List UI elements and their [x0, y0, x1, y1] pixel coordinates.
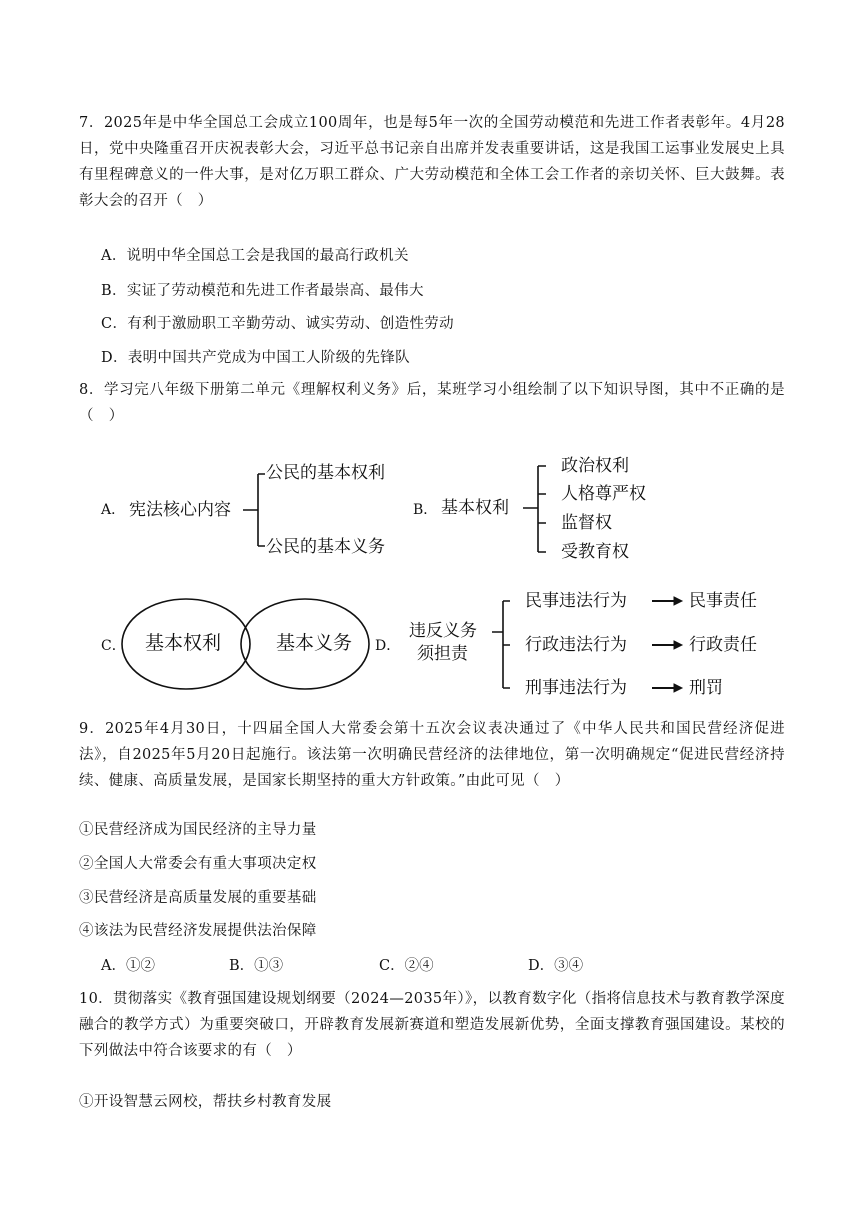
question-9-statement-1: ①民营经济成为国民经济的主导力量: [79, 822, 317, 838]
question-9-statement-2: ②全国人大常委会有重大事项决定权: [79, 856, 317, 872]
diagram-b-child-1: 政治权利: [561, 456, 629, 476]
diagram-b-child-4: 受教育权: [561, 542, 629, 562]
diagram-b-child-2: 人格尊严权: [561, 484, 646, 504]
diagram-d-act-2: 行政违法行为: [525, 635, 627, 655]
question-7-stem: 7．2025年是中华全国总工会成立100周年，也是每5年一次的全国劳动模范和先进工作者表彰年。4月28日，党中央隆重召开庆祝表彰大会，习近平总书记亲自出席并发表重要讲话，这是我国工运事业发展史上具有里程碑意义的一件大事，是对亿万职工群众、广大劳动模范和全体工会工作者的亲切关怀、巨大鼓舞。表彰大会的召开（ ）: [79, 115, 785, 209]
question-10-stem: 10．贯彻落实《教育强国建设规划纲要（2024—2035年）》，以教育数字化（指将信息技术与教育教学深度融合的教学方式）为重要突破口，开辟教育发展新赛道和塑造发展新优势，全面支撑教育强国建设。某校的下列做法中符合该要求的有（ ）: [79, 991, 785, 1059]
question-9-choice-b: B．①③: [229, 958, 284, 974]
diagram-d-root-line-1: 违反义务: [409, 621, 477, 641]
question-7-option-b: B．实证了劳动模范和先进工作者最崇高、最伟大: [101, 283, 424, 299]
diagram-a-child-rights: 公民的基本权利: [266, 463, 385, 483]
diagram-b-bracket: [523, 466, 546, 552]
diagram-d-root-line-2: 须担责: [417, 644, 468, 664]
question-7-option-d: D．表明中国共产党成为中国工人阶级的先锋队: [101, 350, 410, 366]
diagram-d-bracket: [492, 601, 510, 688]
diagram-b-child-3: 监督权: [561, 513, 612, 533]
diagram-a-label: A．: [101, 502, 126, 518]
diagram-c-right-text: 基本义务: [276, 632, 353, 654]
diagram-b-root: 基本权利: [441, 498, 509, 518]
diagram-d-act-1: 民事违法行为: [525, 591, 627, 611]
question-9-statement-3: ③民营经济是高质量发展的重要基础: [79, 890, 317, 906]
question-8-stem: 8．学习完八年级下册第二单元《理解权利义务》后，某班学习小组绘制了以下知识导图，其中不正确的是（ ）: [79, 382, 785, 424]
diagram-d-label: D．: [375, 638, 401, 654]
question-7-option-c: C．有利于激励职工辛勤劳动、诚实劳动、创造性劳动: [101, 316, 454, 332]
question-9-statement-4: ④该法为民营经济发展提供法治保障: [79, 923, 317, 939]
question-7-option-a: A．说明中华全国总工会是我国的最高行政机关: [101, 248, 409, 264]
diagram-c-left-text: 基本权利: [145, 632, 222, 654]
diagram-d-result-3: 刑罚: [689, 678, 723, 698]
question-9-choice-c: C．②④: [379, 958, 434, 974]
diagram-d-result-1: 民事责任: [689, 591, 757, 611]
diagram-a-bracket: [243, 474, 265, 546]
question-9-choice-a: A．①②: [101, 958, 155, 974]
diagram-b-label: B．: [413, 502, 438, 518]
question-10-statement-1: ①开设智慧云网校，帮扶乡村教育发展: [79, 1094, 332, 1110]
diagram-a-child-duties: 公民的基本义务: [266, 537, 385, 557]
question-9-choice-d: D．③④: [528, 958, 584, 974]
diagram-c-label: C．: [101, 638, 126, 654]
diagram-d-result-2: 行政责任: [689, 635, 757, 655]
diagram-a-root: 宪法核心内容: [129, 500, 231, 520]
question-9-stem: 9．2025年4月30日，十四届全国人大常委会第十五次会议表决通过了《中华人民共和国民营经济促进法》，自2025年5月20日起施行。该法第一次明确民营经济的法律地位，第一次明确规定“促进民营经济持续、健康、高质量发展，是国家长期坚持的重大方针政策。”由此可见（ ）: [79, 721, 785, 789]
diagram-d-act-3: 刑事违法行为: [525, 678, 627, 698]
